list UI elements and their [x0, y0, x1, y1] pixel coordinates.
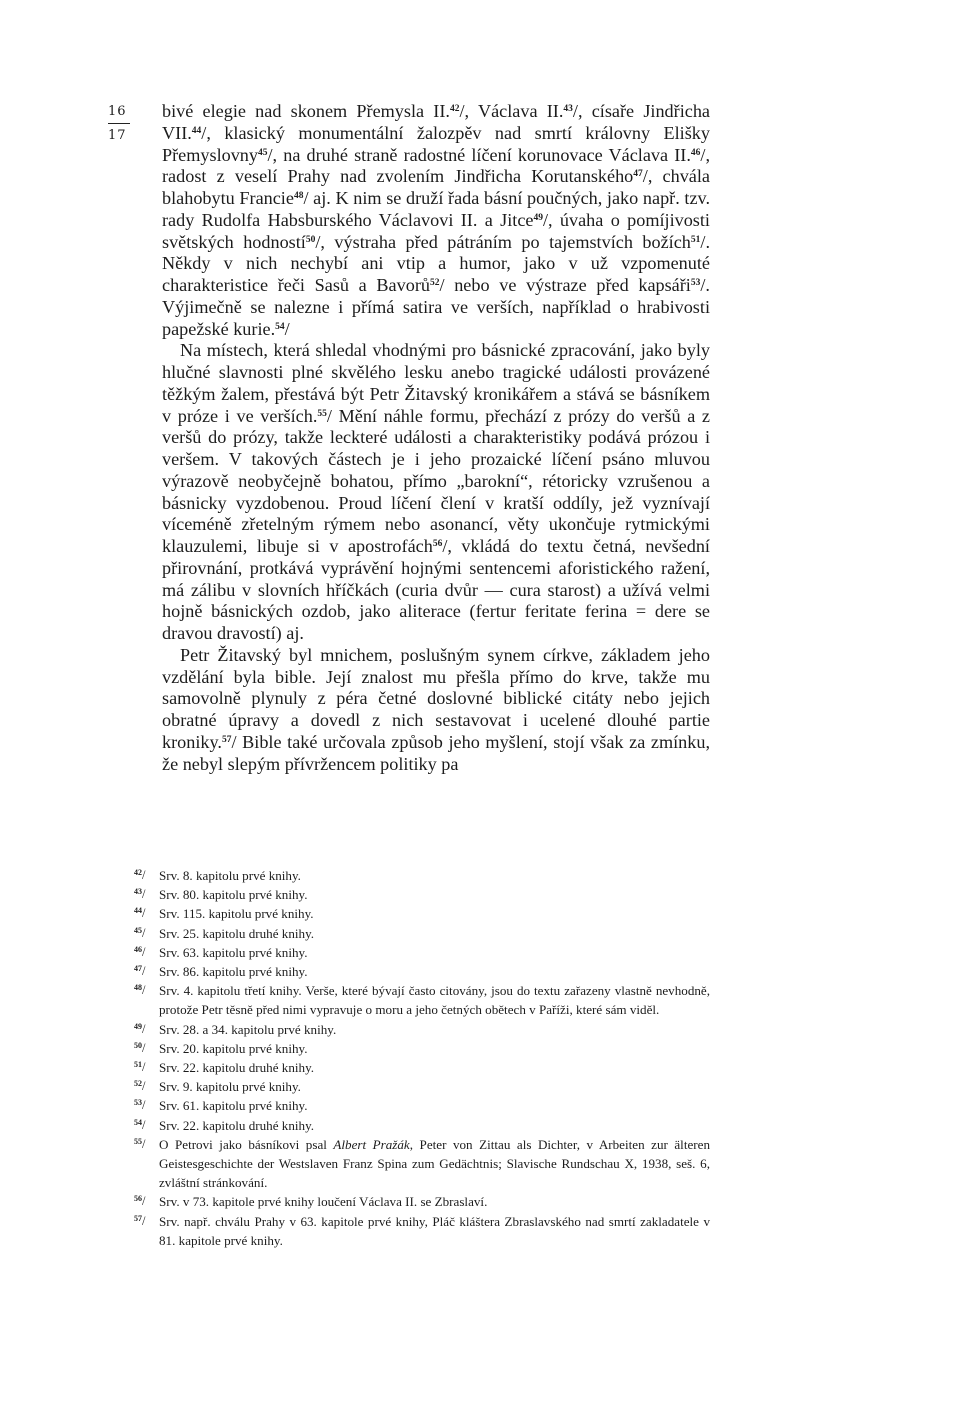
- footnote-ref[interactable]: 57: [221, 734, 232, 745]
- footnote-number-sup: 42: [134, 868, 142, 877]
- footnote-number: $^{53}$/: [134, 1098, 146, 1113]
- footnote: [134, 1192, 710, 1211]
- footnote: [134, 885, 710, 904]
- page-number-left: 16: [108, 105, 130, 124]
- footnote-ref[interactable]: 43: [563, 104, 573, 114]
- footnote-number: $^{54}$/: [134, 1117, 146, 1132]
- body-paragraph: Na místech, která shledal vhodnými pro básnické zpracování, jako byly hlučné slavnosti plné skvělého lesku anebo tragické události provázené těžkým žalem, přestává být Petr Žitavský kronikářem a stává se básníkem v próze i ve verších.$^{55}$/ Mění náhle formu, přechází z prózy do veršů a z veršů do prózy, takže leckteré události a charakteristiky podává prózou i veršem. V takových částech je i jeho prozaické líčení psáno mluvou výrazově neobyčejně bohatou, přímo „barokní“, rétoricky vzrušenou a básnicky vyzdobenou. Proud líčení člení v kratší oddíly, jež vyznívají víceméně zřetelným rýmem nebo asonancí, věty ukončuje rytmickými klauzulemi, libuje si v apostrofách$^{56}$/, vkládá do textu četná, nevšední přirovnání, protkává vyprávění hojnými sentencemi aforistického ražení, má zálibu v slovních hříčkách (curia dvůr — cura starost) a užívá velmi hojně básnických ozdob, jako aliterace (fertur feritate ferina = dere se dravou dravostí) aj.: [162, 340, 710, 643]
- footnote-ref[interactable]: 51: [690, 234, 701, 245]
- footnote: [134, 1116, 710, 1135]
- footnote-ref[interactable]: 50: [305, 234, 316, 245]
- footnote: [134, 924, 710, 943]
- footnote-number-sup: 54: [134, 1117, 142, 1127]
- footnote-text: Srv. 28. a 34. kapitolu prvé knihy.: [159, 1021, 337, 1037]
- footnote-number: $^{49}$/: [134, 1021, 146, 1036]
- body-paragraph: Petr Žitavský byl mnichem, poslušným synem církve, základem jeho vzdělání byla bible. Její znalost mu přešla přímo do krve, takže mu samovolně plynuly z péra četné doslovné biblické citáty nebo jejich obratné úpravy a dovedl z nich sestavovat i ucelené dlouhé partie kroniky.$^{57}$/ Bible také určovala způsob jeho myšlení, stojí však za zmínku, že nebyl slepým přívržencem politiky pa: [162, 644, 710, 774]
- footnote-text: Srv. 86. kapitolu prvé knihy.: [159, 964, 308, 980]
- footnote-ref[interactable]: 42: [449, 104, 460, 114]
- footnote: [134, 1020, 710, 1039]
- page-number-right: 17: [108, 128, 127, 143]
- footnote-number-sup: 43: [134, 887, 142, 897]
- footnote-ref[interactable]: 44: [191, 125, 202, 136]
- main-text: [162, 101, 710, 775]
- footnote-number-sup: 50: [134, 1040, 142, 1050]
- footnote-number-sup: 46: [134, 944, 142, 954]
- footnote-ref[interactable]: 56: [432, 539, 443, 549]
- footnote: [134, 962, 710, 981]
- body-paragraph: bivé elegie nad skonem Přemysla II.$^{42}$/, Václava II.$^{43}$/, císaře Jindřicha VII.$^{44}$/, klasický monumentální žalozpěv nad smrtí královny Elišky Přemyslovny$^{45}$/, na druhé straně radostné líčení korunovace Václava II.$^{46}$/, radost z veselí Prahy nad zvolením Jindřicha Korutanského$^{47}$/, chvála blahobytu Francie$^{48}$/ aj. K nim se druží řada básní poučných, jako např. tzv. rady Rudolfa Habsburského Václavovi II. a Jitce$^{49}$/, úvaha o pomíjivosti světských hodností$^{50}$/, výstraha před pátráním po tajemstvích božích$^{51}$/. Někdy v nich nechybí ani vtip a humor, jako v už vzpomenuté charakteristice řeči Sasů a Bavorů$^{52}$/ nebo ve výstraze před kapsáři$^{53}$/. Výjimečně se nalezne i přímá satira ve verších, například o hrabivosti papežské kurie.$^{54}$/: [162, 101, 711, 339]
- footnote-number: $^{42}$/: [134, 868, 146, 882]
- footnote-number-sup: 52: [134, 1079, 142, 1089]
- footnote-number: $^{43}$/: [134, 887, 146, 902]
- footnote-number-sup: 45: [134, 925, 142, 935]
- footnote-number: $^{57}$/: [134, 1213, 146, 1228]
- footnote-text: Srv. 8. kapitolu prvé knihy.: [159, 868, 301, 883]
- footnote-ref[interactable]: 47: [633, 169, 643, 180]
- footnote-number: $^{52}$/: [134, 1079, 146, 1094]
- footnote: [134, 1096, 710, 1115]
- footnote-number-sup: 56: [134, 1194, 142, 1204]
- footnote-text: Srv. 9. kapitolu prvé knihy.: [159, 1079, 301, 1095]
- footnote-ref[interactable]: 46: [690, 147, 701, 158]
- page-numbers: [108, 105, 132, 142]
- footnote-ref[interactable]: 55: [317, 408, 327, 419]
- footnote-number-sup: 55: [134, 1136, 142, 1146]
- footnote-number: $^{46}$/: [134, 944, 146, 959]
- footnote: [134, 1212, 710, 1250]
- footnote-number-sup: 51: [134, 1060, 142, 1070]
- footnote: [134, 866, 710, 885]
- footnote-number-sup: 44: [134, 906, 142, 916]
- author-name: Albert Pražák: [333, 1136, 410, 1152]
- footnote-text: Srv. 61. kapitolu prvé knihy.: [159, 1098, 308, 1114]
- footnote: [134, 1077, 710, 1096]
- footnote: [134, 1135, 710, 1193]
- footnote-ref[interactable]: 45: [258, 147, 268, 158]
- footnote-number: $^{56}$/: [134, 1194, 146, 1209]
- footnote-ref[interactable]: 48: [293, 191, 304, 201]
- footnote: [134, 943, 710, 962]
- footnote-ref[interactable]: 53: [690, 278, 701, 288]
- footnote-text: Srv. 63. kapitolu prvé knihy.: [159, 944, 308, 960]
- footnotes: [134, 866, 710, 1250]
- footnote-number: $^{48}$/: [134, 983, 146, 998]
- footnote-text: Srv. 20. kapitolu prvé knihy.: [159, 1040, 308, 1056]
- footnote-number: $^{51}$/: [134, 1060, 146, 1075]
- footnote-text: Srv. 25. kapitolu druhé knihy.: [159, 925, 315, 941]
- footnote-number-sup: 53: [134, 1098, 142, 1108]
- footnote-number: $^{50}$/: [134, 1040, 146, 1055]
- footnote: [134, 1058, 710, 1077]
- footnote-ref[interactable]: 54: [275, 321, 285, 332]
- footnote-number-sup: 49: [134, 1021, 142, 1031]
- footnote-text: Srv. v 73. kapitole prvé knihy loučení Václava II. se Zbraslaví.: [159, 1194, 488, 1210]
- footnote-number: $^{55}$/: [134, 1136, 146, 1151]
- footnote-number: $^{44}$/: [134, 906, 146, 921]
- footnote-text: Srv. 4. kapitolu třetí knihy. Verše, které bývají často citovány, jsou do textu zařazeny vlastně nevhodně, protože Petr těsně před nimi vypravuje o moru a jeho četných obětech v Paříži, které sám viděl.: [159, 983, 710, 1018]
- footnote-text: Srv. např. chválu Prahy v 63. kapitole prvé knihy, Pláč kláštera Zbraslavského nad smrtí zakladatele v 81. kapitole prvé knihy.: [159, 1213, 710, 1248]
- footnote-number-sup: 57: [134, 1213, 142, 1223]
- footnote-number: $^{47}$/: [134, 964, 146, 979]
- footnote: [134, 981, 710, 1019]
- footnote-number: $^{45}$/: [134, 925, 146, 940]
- footnote: [134, 904, 710, 923]
- footnote-number-sup: 47: [134, 964, 142, 974]
- footnote: [134, 1039, 710, 1058]
- footnote-text: Srv. 80. kapitolu prvé knihy.: [159, 887, 308, 903]
- footnote-number-sup: 48: [134, 983, 142, 993]
- footnote-text: Srv. 22. kapitolu druhé knihy.: [159, 1117, 315, 1133]
- footnote-text: Srv. 22. kapitolu druhé knihy.: [159, 1060, 315, 1076]
- footnote-ref[interactable]: 49: [533, 212, 543, 223]
- footnote-ref[interactable]: 52: [429, 278, 440, 288]
- footnote-text: Srv. 115. kapitolu prvé knihy.: [159, 906, 314, 922]
- footnote-text: O Petrovi jako básníkovi psal Albert Pražák, Peter von Zittau als Dichter, v Arbeiten zur älteren Geistesgeschichte der Westslaven Franz Spina zum Gedächtnis; Slavische Rundschau X, 1938, seš. 6, zvláštní stránkování.: [159, 1136, 710, 1191]
